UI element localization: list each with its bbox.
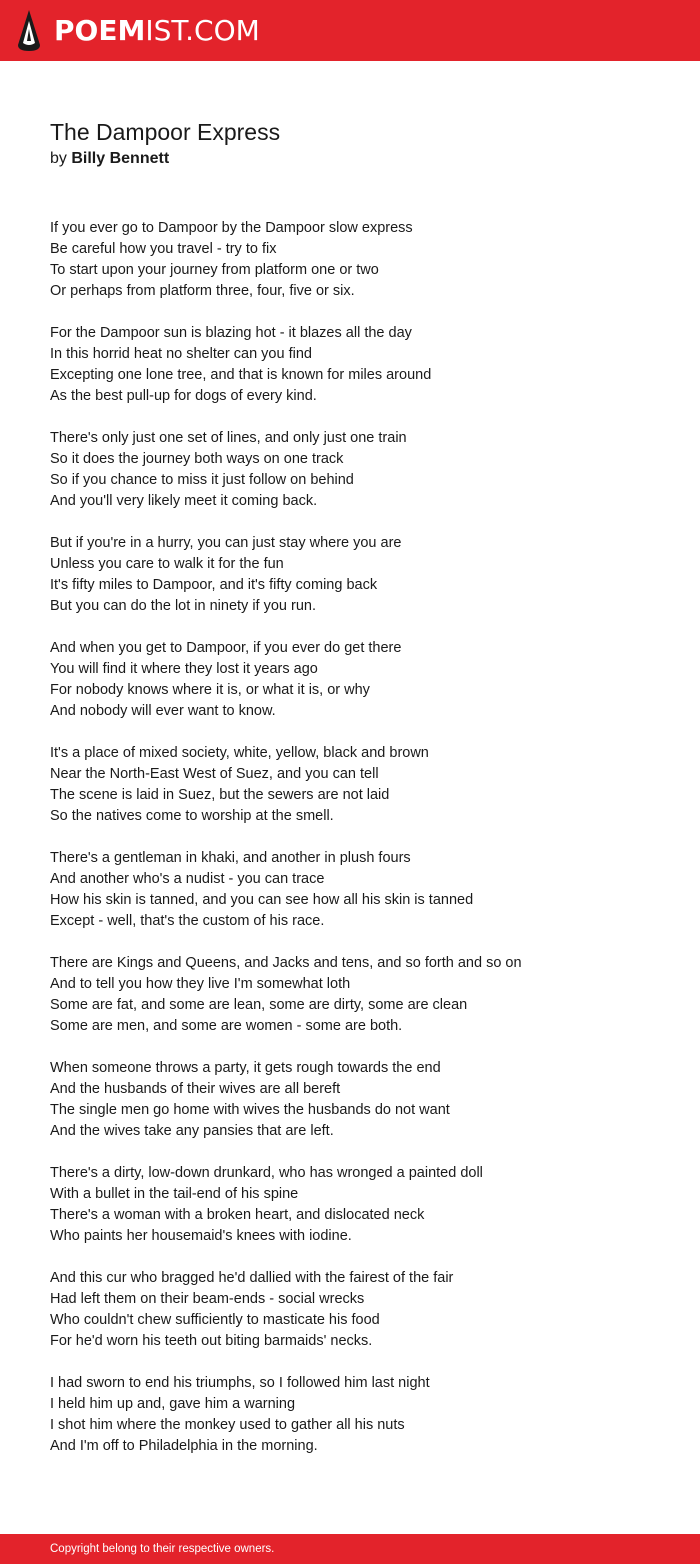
poem-line: With a bullet in the tail-end of his spine [50, 1186, 299, 1202]
poem-line: As the best pull-up for dogs of every kind. [50, 388, 317, 404]
poem-line: How his skin is tanned, and you can see how all his skin is tanned [50, 892, 474, 908]
poem-line: So if you chance to miss it just follow on behind [50, 472, 354, 488]
poem-line: There's a gentleman in khaki, and another in plush fours [50, 850, 411, 866]
poem-line: Unless you care to walk it for the fun [50, 556, 284, 572]
stanza [50, 1373, 670, 1457]
poem-line: There's a woman with a broken heart, and dislocated neck [50, 1207, 425, 1223]
stanza [50, 743, 670, 827]
poem-line: But if you're in a hurry, you can just stay where you are [50, 535, 402, 551]
poem-line: And this cur who bragged he'd dallied with the fairest of the fair [50, 1270, 454, 1286]
stanza [50, 1268, 670, 1352]
poem-line: Near the North-East West of Suez, and you can tell [50, 766, 379, 782]
pen-nib-icon [16, 9, 42, 53]
poem-line: Except - well, that's the custom of his race. [50, 913, 325, 929]
poem-line: There's only just one set of lines, and only just one train [50, 430, 407, 446]
poem-line: And you'll very likely meet it coming back. [50, 493, 318, 509]
poem-line: I shot him where the monkey used to gather all his nuts [50, 1417, 405, 1433]
site-logo[interactable] [16, 8, 260, 54]
brand-rest: IST.COM [145, 14, 260, 47]
poem-line: It's a place of mixed society, white, yellow, black and brown [50, 745, 429, 761]
poem-body [50, 218, 670, 1478]
stanza [50, 533, 670, 617]
poem-title: The Dampoor Express [50, 119, 281, 145]
stanza [50, 848, 670, 932]
poem-line: Or perhaps from platform three, four, five or six. [50, 283, 355, 299]
poem-line: For the Dampoor sun is blazing hot - it blazes all the day [50, 325, 412, 341]
stanza [50, 1058, 670, 1142]
poem-line: Who paints her housemaid's knees with iodine. [50, 1228, 352, 1244]
poem-line: And the husbands of their wives are all bereft [50, 1081, 341, 1097]
poem-line: So it does the journey both ways on one track [50, 451, 344, 467]
poem-line: And when you get to Dampoor, if you ever do get there [50, 640, 402, 656]
poem-line: I had sworn to end his triumphs, so I followed him last night [50, 1375, 430, 1391]
poem-line: And the wives take any pansies that are left. [50, 1123, 334, 1139]
poem-line: Be careful how you travel - try to fix [50, 241, 277, 257]
poem-line: It's fifty miles to Dampoor, and it's fifty coming back [50, 577, 378, 593]
poem-line: There are Kings and Queens, and Jacks and tens, and so forth and so on [50, 955, 522, 971]
poem-line: When someone throws a party, it gets rough towards the end [50, 1060, 441, 1076]
by-label: by [50, 150, 67, 167]
poem-line: For he'd worn his teeth out biting barmaids' necks. [50, 1333, 373, 1349]
poem-line: And I'm off to Philadelphia in the morning. [50, 1438, 318, 1454]
poem-line: Who couldn't chew sufficiently to masticate his food [50, 1312, 380, 1328]
poem-line: And to tell you how they live I'm somewhat loth [50, 976, 351, 992]
poem-line: To start upon your journey from platform one or two [50, 262, 379, 278]
poem-line: The single men go home with wives the husbands do not want [50, 1102, 450, 1118]
stanza [50, 1163, 670, 1247]
poem-line: If you ever go to Dampoor by the Dampoor slow express [50, 220, 413, 236]
poem-line: The scene is laid in Suez, but the sewers are not laid [50, 787, 390, 803]
poem-line: So the natives come to worship at the smell. [50, 808, 334, 824]
site-header [0, 0, 700, 61]
poem-line: I held him up and, gave him a warning [50, 1396, 296, 1412]
poem-line: For nobody knows where it is, or what it is, or why [50, 682, 370, 698]
stanza [50, 638, 670, 722]
poem-line: You will find it where they lost it years ago [50, 661, 318, 677]
site-brand [54, 8, 260, 54]
brand-bold: POEM [54, 14, 146, 47]
stanza [50, 218, 670, 302]
byline [50, 148, 169, 170]
poem-line: And another who's a nudist - you can trace [50, 871, 325, 887]
poem-line: But you can do the lot in ninety if you run. [50, 598, 316, 614]
poem-line: Some are men, and some are women - some are both. [50, 1018, 403, 1034]
poem-line: In this horrid heat no shelter can you find [50, 346, 312, 362]
author-name[interactable]: Billy Bennett [71, 150, 170, 167]
stanza [50, 323, 670, 407]
stanza [50, 953, 670, 1037]
poem-line: And nobody will ever want to know. [50, 703, 276, 719]
site-footer [0, 1534, 700, 1564]
poem-line: Had left them on their beam-ends - social wrecks [50, 1291, 365, 1307]
stanza [50, 428, 670, 512]
copyright-notice: Copyright belong to their respective owners. [50, 1543, 275, 1555]
poem-line: Excepting one lone tree, and that is known for miles around [50, 367, 432, 383]
poem-line: Some are fat, and some are lean, some are dirty, some are clean [50, 997, 468, 1013]
poem-line: There's a dirty, low-down drunkard, who has wronged a painted doll [50, 1165, 483, 1181]
